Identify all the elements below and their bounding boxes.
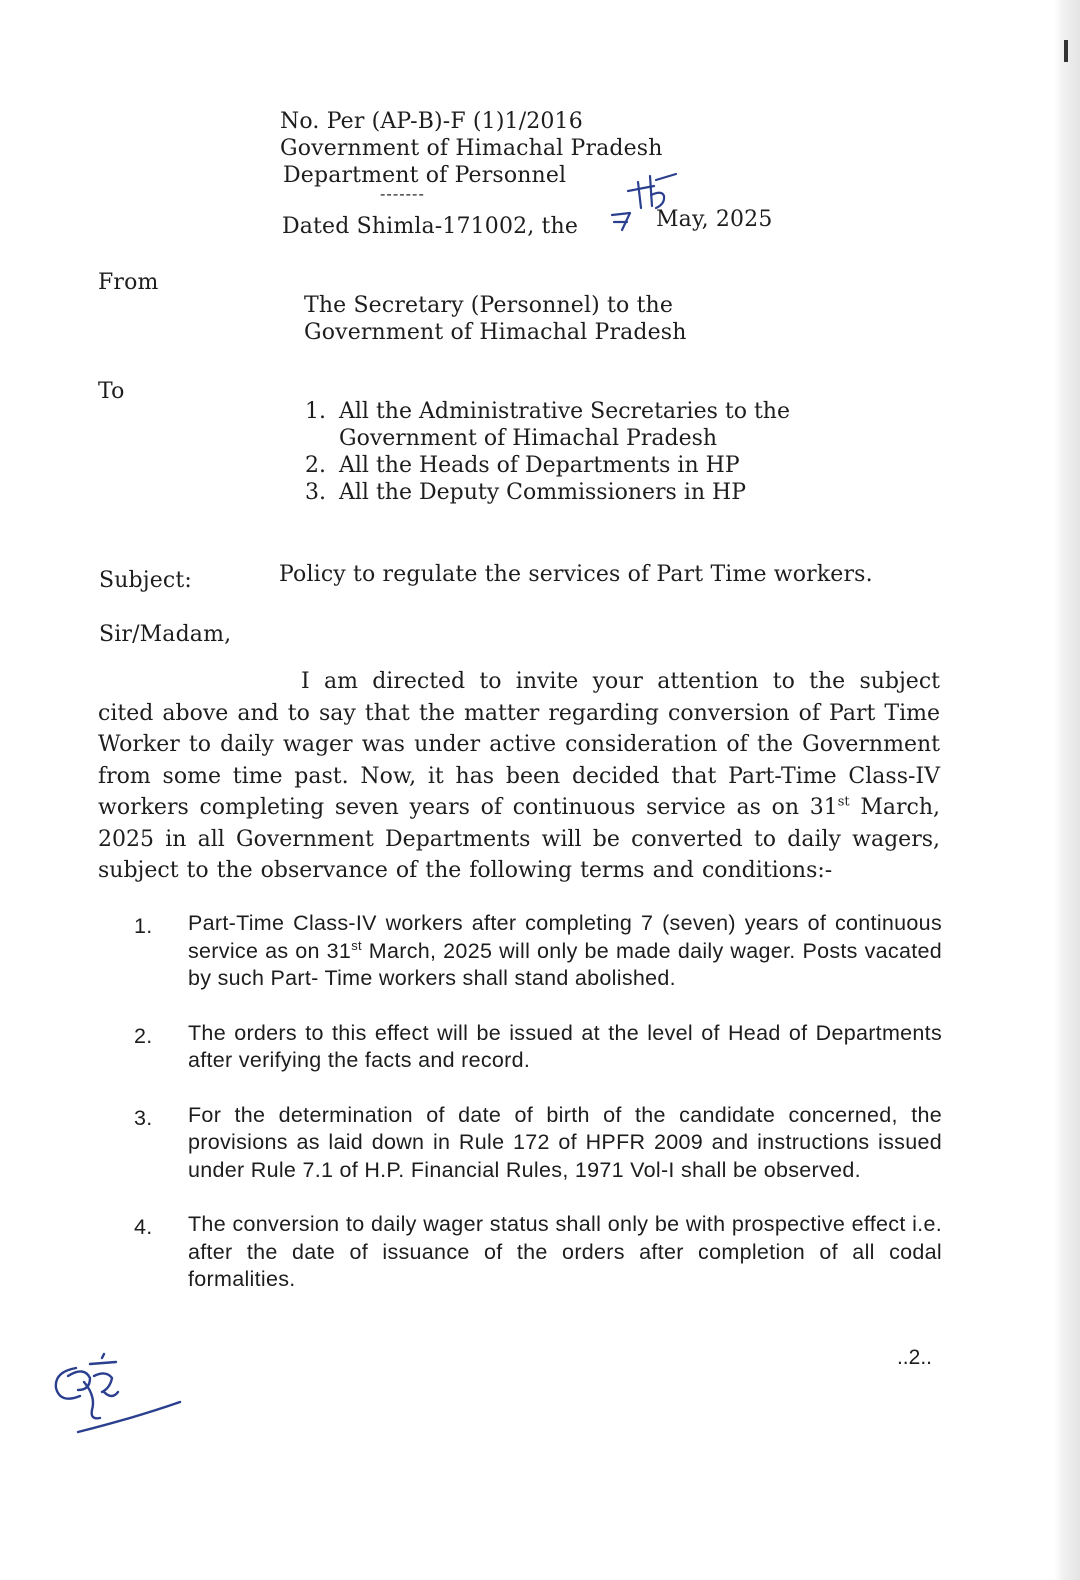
body-paragraph	[98, 666, 940, 887]
recipient-text: Government of Himachal Pradesh	[339, 426, 718, 451]
condition-text-part: Part-Time Class-IV workers after completing 7 (seven) years of continuous service as on 31	[188, 911, 942, 963]
condition-number: 3.	[134, 1105, 153, 1130]
conditions-list	[134, 910, 942, 1294]
government-name: Government of Himachal Pradesh	[280, 136, 663, 161]
recipient-number: 2.	[305, 453, 326, 478]
salutation: Sir/Madam,	[99, 622, 232, 647]
condition-number: 4.	[134, 1215, 153, 1239]
condition-number: 1.	[134, 914, 153, 938]
body-text-part-2: March, 2025 in all Government Departments will be converted to daily wagers, subject to the observance of the following terms and conditions:-	[98, 795, 941, 883]
recipient-text: All the Administrative Secretaries to the	[339, 399, 790, 424]
condition-item	[134, 910, 942, 993]
body-ordinal-suffix: st	[837, 794, 850, 810]
condition-text-part: March, 2025 will only be made daily wager. Posts vacated by such Part- Time workers shall stand abolished.	[188, 938, 942, 990]
to-label: To	[98, 379, 125, 404]
recipient-list	[305, 398, 790, 506]
recipient-item	[305, 452, 790, 479]
file-number: No. Per (AP-B)-F (1)1/2016	[280, 109, 583, 134]
handwritten-initials-signature	[44, 1352, 189, 1437]
dated-prefix: Dated Shimla-171002, the	[282, 214, 579, 239]
dated-month-year: May, 2025	[656, 207, 773, 232]
condition-text: For the determination of date of birth of the candidate concerned, the provisions as laid down in Rule 172 of HPFR 2009 and instructions issued under Rule 7.1 of H.P. Financial Rules, 1971 Vol-I shall be observed.	[188, 1102, 942, 1182]
from-line-2: Government of Himachal Pradesh	[304, 320, 687, 345]
recipient-text: All the Deputy Commissioners in HP	[339, 480, 747, 505]
subject-text: Policy to regulate the services of Part Time workers.	[279, 562, 873, 587]
condition-text	[188, 910, 942, 993]
from-label: From	[98, 270, 159, 295]
body-text-part-1: I am directed to invite your attention to the subject cited above and to say that the matter regarding conversion of Part Time Worker to daily wager was under active consideration of the Government from some time past. Now, it has been decided that Part-Time Class-IV workers completing seven years of continuous service as on 31	[98, 669, 940, 820]
recipient-item	[305, 479, 790, 506]
condition-item	[134, 1102, 942, 1185]
department-name: Department of Personnel	[283, 163, 567, 188]
recipient-item	[305, 398, 790, 452]
recipient-text: All the Heads of Departments in HP	[339, 453, 740, 478]
from-line-1: The Secretary (Personnel) to the	[304, 293, 674, 318]
condition-text: The orders to this effect will be issued at the level of Head of Departments after verifying the facts and record.	[188, 1020, 942, 1072]
condition-ordinal-suffix: st	[351, 937, 362, 953]
condition-item	[134, 1211, 942, 1294]
condition-number: 2.	[134, 1023, 153, 1048]
subject-label: Subject:	[99, 568, 192, 593]
header-separator: -------	[380, 184, 425, 203]
edge-mark	[1064, 40, 1068, 62]
page-continuation: ..2..	[896, 1346, 932, 1369]
condition-item	[134, 1020, 942, 1075]
recipient-number: 3.	[305, 480, 326, 505]
condition-text: The conversion to daily wager status shall only be with prospective effect i.e. after the date of issuance of the orders after completion of all codal formalities.	[188, 1212, 942, 1291]
page-edge-shadow	[1054, 0, 1080, 1580]
recipient-number: 1.	[305, 399, 326, 424]
